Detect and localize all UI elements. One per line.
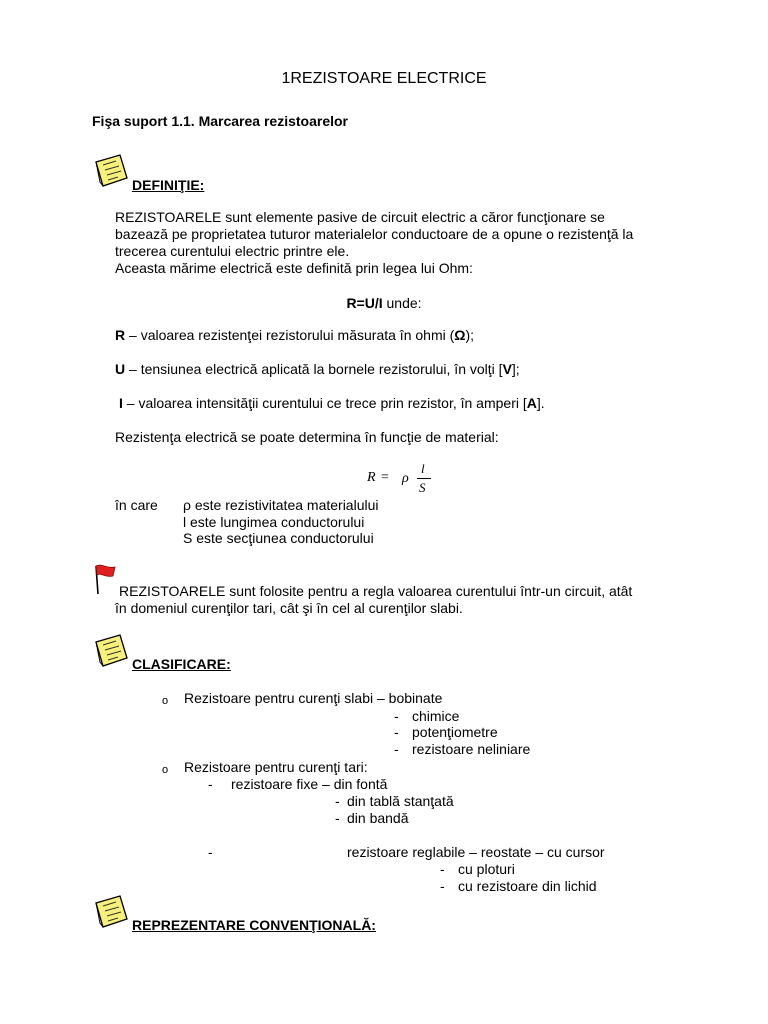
term-end: ]; xyxy=(511,361,520,377)
definitie-heading: DEFINIŢIE: xyxy=(132,177,205,193)
term-symbol: I xyxy=(119,395,123,411)
flag-note-line-1: REZISTOARELE sunt folosite pentru a regla valoarea curentului într-un circuit, atât xyxy=(119,583,633,599)
reprezentare-heading: REPREZENTARE CONVENŢIONALĂ: xyxy=(132,917,376,933)
material-line: Rezistenţa electrică se poate determina în funcţie de material: xyxy=(115,429,499,445)
fraction-bar xyxy=(417,478,431,479)
list-bullet: o xyxy=(162,695,169,707)
dash: - xyxy=(394,741,399,757)
dash: - xyxy=(208,776,213,792)
dash: - xyxy=(394,724,399,740)
subtitle: Fişa suport 1.1. Marcarea rezistoarelor xyxy=(92,113,348,129)
sticky-note-icon xyxy=(92,632,130,670)
definitie-line-1: REZISTOARELE sunt elemente pasive de circuit electric a căror funcţionare se xyxy=(115,209,605,225)
ohm-law-formula: R=U/I xyxy=(346,295,383,311)
formula-rho: ρ xyxy=(402,471,409,486)
definitie-line-3: trecerea curentului electric printre ele. xyxy=(115,243,350,259)
where-item: l este lungimea conductorului xyxy=(183,514,365,530)
dash: - xyxy=(394,708,399,724)
sub-item: potenţiometre xyxy=(412,724,498,740)
formula-eq: = xyxy=(381,470,389,485)
dash: - xyxy=(440,861,445,877)
term-unit: A xyxy=(526,395,537,411)
term-text: – tensiunea electrică aplicată la bornele rezistorului, în volţi [ xyxy=(125,361,503,377)
sub-item: chimice xyxy=(412,708,460,724)
sub-item-fixed: rezistoare fixe – din fontă xyxy=(231,776,388,792)
term-end: ); xyxy=(465,327,475,343)
term-unit: Ω xyxy=(454,327,466,343)
list-bullet: o xyxy=(162,764,169,776)
sub-item: cu ploturi xyxy=(458,861,515,877)
ohm-law xyxy=(0,295,768,312)
red-flag-icon xyxy=(91,563,119,595)
sub-item: din tablă stanţată xyxy=(347,793,454,809)
formula-denominator: S xyxy=(419,480,426,495)
clasificare-heading: CLASIFICARE: xyxy=(132,656,231,672)
where-item: S este secţiunea conductorului xyxy=(183,530,374,546)
sub-item-adjustable: rezistoare reglabile – reostate – cu cursor xyxy=(347,844,605,860)
ohm-law-rest: unde: xyxy=(382,295,422,311)
flag-note-line-2: în domeniul curenţilor tari, cât şi în cel al curenţilor slabi. xyxy=(115,600,463,616)
dash: - xyxy=(335,793,340,809)
term-r xyxy=(115,327,474,344)
formula-numerator: l xyxy=(421,461,425,476)
dash: - xyxy=(440,878,445,894)
term-unit: V xyxy=(502,361,512,377)
sub-item: din bandă xyxy=(347,810,409,826)
sticky-note-icon xyxy=(92,152,130,190)
term-symbol: R xyxy=(115,327,126,343)
term-text: – valoarea rezistenţei rezistorului măsurata în ohmi ( xyxy=(125,327,455,343)
where-item: ρ este rezistivitatea materialului xyxy=(183,497,379,513)
formula-lhs: R xyxy=(367,470,376,485)
list-item-weak: Rezistoare pentru curenţi slabi – bobinate xyxy=(184,690,443,706)
in-care-label: în care xyxy=(115,497,158,513)
term-i xyxy=(119,395,545,412)
term-symbol: U xyxy=(115,361,126,377)
dash: - xyxy=(335,810,340,826)
definitie-line-2: bazează pe proprietatea tuturor materialelor conductoare de a opune o rezistenţă la xyxy=(115,226,634,242)
page-title: 1REZISTOARE ELECTRICE xyxy=(281,70,487,87)
term-text: – valoarea intensităţii curentului ce trece prin rezistor, în amperi [ xyxy=(122,395,527,411)
definitie-line-4: Aceasta mărime electrică este definită prin legea lui Ohm: xyxy=(115,260,473,276)
sub-item: rezistoare neliniare xyxy=(412,741,531,757)
term-end: ]. xyxy=(536,395,545,411)
list-item-strong: Rezistoare pentru curenţi tari: xyxy=(184,759,368,775)
term-u xyxy=(115,361,520,378)
dash: - xyxy=(208,844,213,860)
sticky-note-icon xyxy=(92,893,130,931)
sub-item: cu rezistoare din lichid xyxy=(458,878,597,894)
